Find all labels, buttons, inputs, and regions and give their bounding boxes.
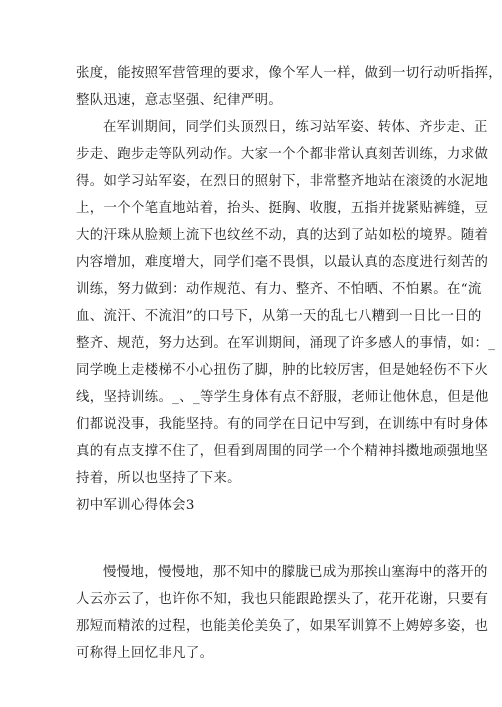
- paragraph-line: 血、流汗、不流泪”的口号下，从第一天的乱七八糟到一日比一日的: [76, 309, 482, 324]
- paragraph-line: 大的汗珠从脸颊上流下也纹丝不动，真的达到了站如松的境界。随着: [76, 228, 489, 243]
- paragraph-line: 们都说没事，我能坚持。有的同学在日记中写到，在训练中有时身体: [76, 417, 489, 432]
- paragraph-line: 可称得上回忆非凡了。: [76, 646, 214, 661]
- paragraph-line: 张度，能按照军营管理的要求，像个军人一样，做到一切行动听指挥，: [76, 66, 502, 81]
- paragraph-line: 持着，所以也坚持了下来。: [76, 471, 241, 486]
- paragraph-line: 得。如学习站军姿，在烈日的照射下，非常整齐地站在滚烫的水泥地: [76, 174, 489, 189]
- paragraph-line: 训练，努力做到：动作规范、有力、整齐、不怕晒、不怕累。在“流: [76, 282, 482, 297]
- paragraph-line: 真的有点支撑不住了，但看到周围的同学一个个精神抖擞地顽强地坚: [76, 444, 489, 459]
- paragraph-line: 同学晚上走楼梯不小心扭伤了脚，肿的比较厉害，但是她轻伤不下火: [76, 363, 489, 378]
- paragraph-line: 内容增加，难度增大，同学们毫不畏惧，以最认真的态度进行刻苦的: [76, 255, 489, 270]
- paragraph-line: 上，一个个笔直地站着，抬头、挺胸、收腹，五指并拢紧贴裤缝，豆: [76, 201, 489, 216]
- paragraph-line: 人云亦云了，也许你不知，我也只能跟跄摆头了，花开花谢，只要有: [76, 592, 489, 607]
- paragraph-line: 步走、跑步走等队列动作。大家一个个都非常认真刻苦训练，力求做: [76, 147, 489, 162]
- paragraph-line: 慢慢地，慢慢地，那不知中的朦胧已成为那挨山塞海中的落开的: [103, 565, 488, 580]
- paragraph-line: 那短而精浓的过程，也能美伦美奂了，如果军训算不上娉婷多姿，也: [76, 619, 489, 634]
- paragraph-line: 线，坚持训练。_、_等学生身体有点不舒服，老师让他休息，但是他: [76, 390, 489, 405]
- paragraph-line: 在军训期间，同学们头顶烈日，练习站军姿、转体、齐步走、正: [103, 120, 488, 135]
- paragraph-line: 整队迅速，意志坚强、纪律严明。: [76, 93, 283, 108]
- section-heading: 初中军训心得体会3: [76, 498, 195, 513]
- paragraph-line: 整齐、规范，努力达到。在军训期间，涌现了许多感人的事情，如：_: [76, 336, 496, 351]
